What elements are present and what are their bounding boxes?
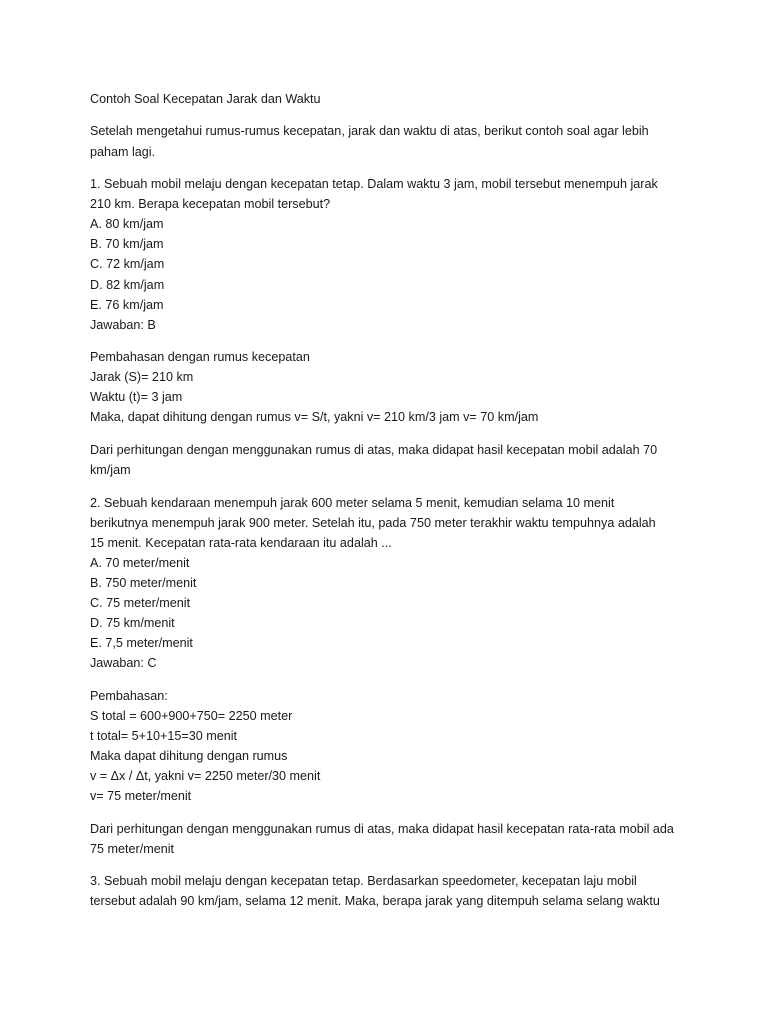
question-2-option-a: A. 70 meter/menit bbox=[90, 555, 190, 570]
question-2-option-d: D. 75 km/menit bbox=[90, 616, 175, 631]
question-2-text: berikutnya menempuh jarak 900 meter. Setelah itu, pada 750 meter terakhir waktu tempuhnya adalah bbox=[90, 515, 656, 530]
intro-line: paham lagi. bbox=[90, 144, 156, 159]
solution-line: Pembahasan: bbox=[90, 688, 168, 703]
solution-line: t total= 5+10+15=30 menit bbox=[90, 728, 238, 743]
paragraph-gap bbox=[90, 109, 710, 121]
question-1-text: 1. Sebuah mobil melaju dengan kecepatan tetap. Dalam waktu 3 jam, mobil tersebut menempuh jarak bbox=[90, 177, 658, 192]
document-page bbox=[90, 89, 710, 912]
question-1-answer: Jawaban: B bbox=[90, 317, 156, 332]
solution-line: Maka, dapat dihitung dengan rumus v= S/t, yakni v= 210 km/3 jam v= 70 km/jam bbox=[90, 410, 539, 425]
paragraph-gap bbox=[90, 428, 710, 440]
solution-line: Jarak (S)= 210 km bbox=[90, 370, 194, 385]
question-1 bbox=[90, 174, 710, 335]
paragraph-gap bbox=[90, 335, 710, 347]
question-3 bbox=[90, 871, 710, 911]
question-2-option-e: E. 7,5 meter/menit bbox=[90, 636, 193, 651]
solution-line: S total = 600+900+750= 2250 meter bbox=[90, 708, 293, 723]
conclusion-line: Dari perhitungan dengan menggunakan rumus di atas, maka didapat hasil kecepatan mobil adalah 70 bbox=[90, 442, 658, 457]
question-2-option-b: B. 750 meter/menit bbox=[90, 575, 197, 590]
question-3-text: 3. Sebuah mobil melaju dengan kecepatan tetap. Berdasarkan speedometer, kecepatan laju mobil bbox=[90, 874, 637, 889]
question-2-conclusion bbox=[90, 819, 710, 859]
solution-line: v= 75 meter/menit bbox=[90, 789, 192, 804]
question-2-solution bbox=[90, 686, 710, 807]
conclusion-line: km/jam bbox=[90, 463, 131, 478]
question-2 bbox=[90, 493, 710, 674]
paragraph-gap bbox=[90, 162, 710, 174]
question-1-text: 210 km. Berapa kecepatan mobil tersebut? bbox=[90, 197, 331, 212]
paragraph-gap bbox=[90, 859, 710, 871]
question-1-option-a: A. 80 km/jam bbox=[90, 217, 164, 232]
question-2-answer: Jawaban: C bbox=[90, 656, 157, 671]
question-2-option-c: C. 75 meter/menit bbox=[90, 596, 191, 611]
question-1-conclusion bbox=[90, 440, 710, 480]
solution-line: v = Δx / Δt, yakni v= 2250 meter/30 menit bbox=[90, 769, 321, 784]
question-2-text: 15 menit. Kecepatan rata-rata kendaraan itu adalah ... bbox=[90, 535, 392, 550]
intro-paragraph bbox=[90, 121, 710, 161]
question-1-option-d: D. 82 km/jam bbox=[90, 277, 165, 292]
conclusion-line: Dari perhitungan dengan menggunakan rumus di atas, maka didapat hasil kecepatan rata-rata mobil ada bbox=[90, 821, 674, 836]
document-title: Contoh Soal Kecepatan Jarak dan Waktu bbox=[90, 92, 321, 106]
question-1-option-e: E. 76 km/jam bbox=[90, 297, 164, 312]
intro-line: Setelah mengetahui rumus-rumus kecepatan, jarak dan waktu di atas, berikut contoh soal agar lebih bbox=[90, 124, 649, 139]
solution-line: Maka dapat dihitung dengan rumus bbox=[90, 749, 288, 764]
question-1-option-c: C. 72 km/jam bbox=[90, 257, 165, 272]
paragraph-gap bbox=[90, 480, 710, 492]
question-3-text: tersebut adalah 90 km/jam, selama 12 menit. Maka, berapa jarak yang ditempuh selama selang waktu bbox=[90, 894, 660, 909]
conclusion-line: 75 meter/menit bbox=[90, 841, 174, 856]
solution-line: Waktu (t)= 3 jam bbox=[90, 390, 183, 405]
paragraph-gap bbox=[90, 806, 710, 818]
solution-line: Pembahasan dengan rumus kecepatan bbox=[90, 350, 310, 365]
question-1-option-b: B. 70 km/jam bbox=[90, 237, 164, 252]
paragraph-gap bbox=[90, 673, 710, 685]
question-1-solution bbox=[90, 347, 710, 427]
question-2-text: 2. Sebuah kendaraan menempuh jarak 600 meter selama 5 menit, kemudian selama 10 menit bbox=[90, 495, 615, 510]
